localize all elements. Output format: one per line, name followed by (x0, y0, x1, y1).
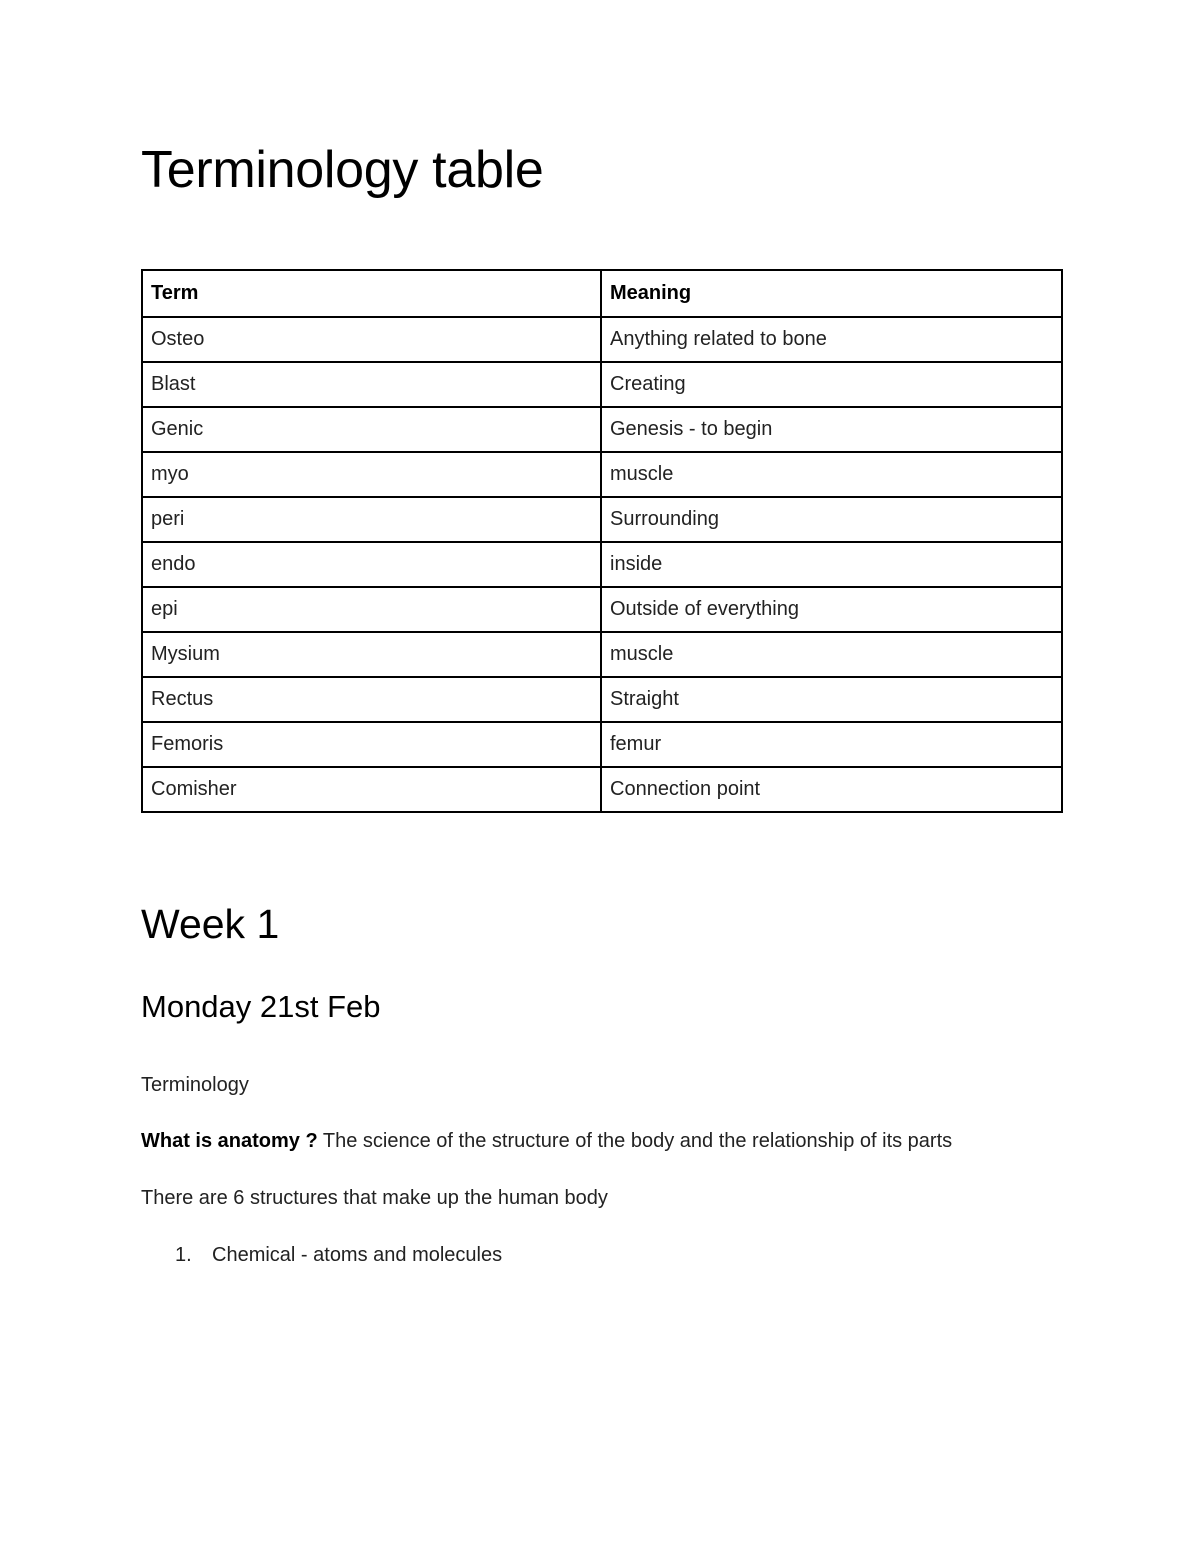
structures-list (141, 1243, 502, 1267)
table-row (142, 542, 1062, 587)
table-row (142, 497, 1062, 542)
table-row (142, 362, 1062, 407)
header-meaning: Meaning (601, 270, 1062, 317)
table-row (142, 632, 1062, 677)
table-row (142, 677, 1062, 722)
list-item-text: Chemical - atoms and molecules (212, 1244, 503, 1266)
table-row (142, 452, 1062, 497)
term-cell: endo (142, 542, 601, 587)
term-cell: Femoris (142, 722, 601, 767)
list-item (141, 1243, 502, 1267)
term-cell: myo (142, 452, 601, 497)
table-row (142, 407, 1062, 452)
list-item-number: 1. (175, 1244, 192, 1266)
term-cell: Rectus (142, 677, 601, 722)
table-header-row (142, 270, 1062, 317)
term-cell: Genic (142, 407, 601, 452)
meaning-cell: Outside of everything (601, 587, 1062, 632)
meaning-cell: Straight (601, 677, 1062, 722)
term-cell: epi (142, 587, 601, 632)
table-row (142, 722, 1062, 767)
meaning-cell: inside (601, 542, 1062, 587)
table-row (142, 587, 1062, 632)
table-row (142, 767, 1062, 812)
header-term: Term (142, 270, 601, 317)
term-cell: Comisher (142, 767, 601, 812)
day-heading: Monday 21st Feb (141, 989, 381, 1024)
meaning-cell: muscle (601, 632, 1062, 677)
meaning-cell: Creating (601, 362, 1062, 407)
table-row (142, 317, 1062, 362)
meaning-cell: Anything related to bone (601, 317, 1062, 362)
meaning-cell: Genesis - to begin (601, 407, 1062, 452)
meaning-cell: Connection point (601, 767, 1062, 812)
meaning-cell: Surrounding (601, 497, 1062, 542)
term-cell: Blast (142, 362, 601, 407)
term-cell: Mysium (142, 632, 601, 677)
meaning-cell: muscle (601, 452, 1062, 497)
term-cell: peri (142, 497, 601, 542)
week-heading: Week 1 (141, 901, 280, 947)
structures-intro-text: There are 6 structures that make up the human body (141, 1187, 608, 1209)
question-answer: The science of the structure of the body and the relationship of its parts (317, 1130, 953, 1152)
document-title: Terminology table (141, 141, 544, 199)
term-cell: Osteo (142, 317, 601, 362)
topic-text: Terminology (141, 1074, 249, 1096)
meaning-cell: femur (601, 722, 1062, 767)
anatomy-question-paragraph (141, 1129, 952, 1153)
terminology-table (141, 269, 1063, 813)
question-label: What is anatomy ? (141, 1130, 318, 1152)
